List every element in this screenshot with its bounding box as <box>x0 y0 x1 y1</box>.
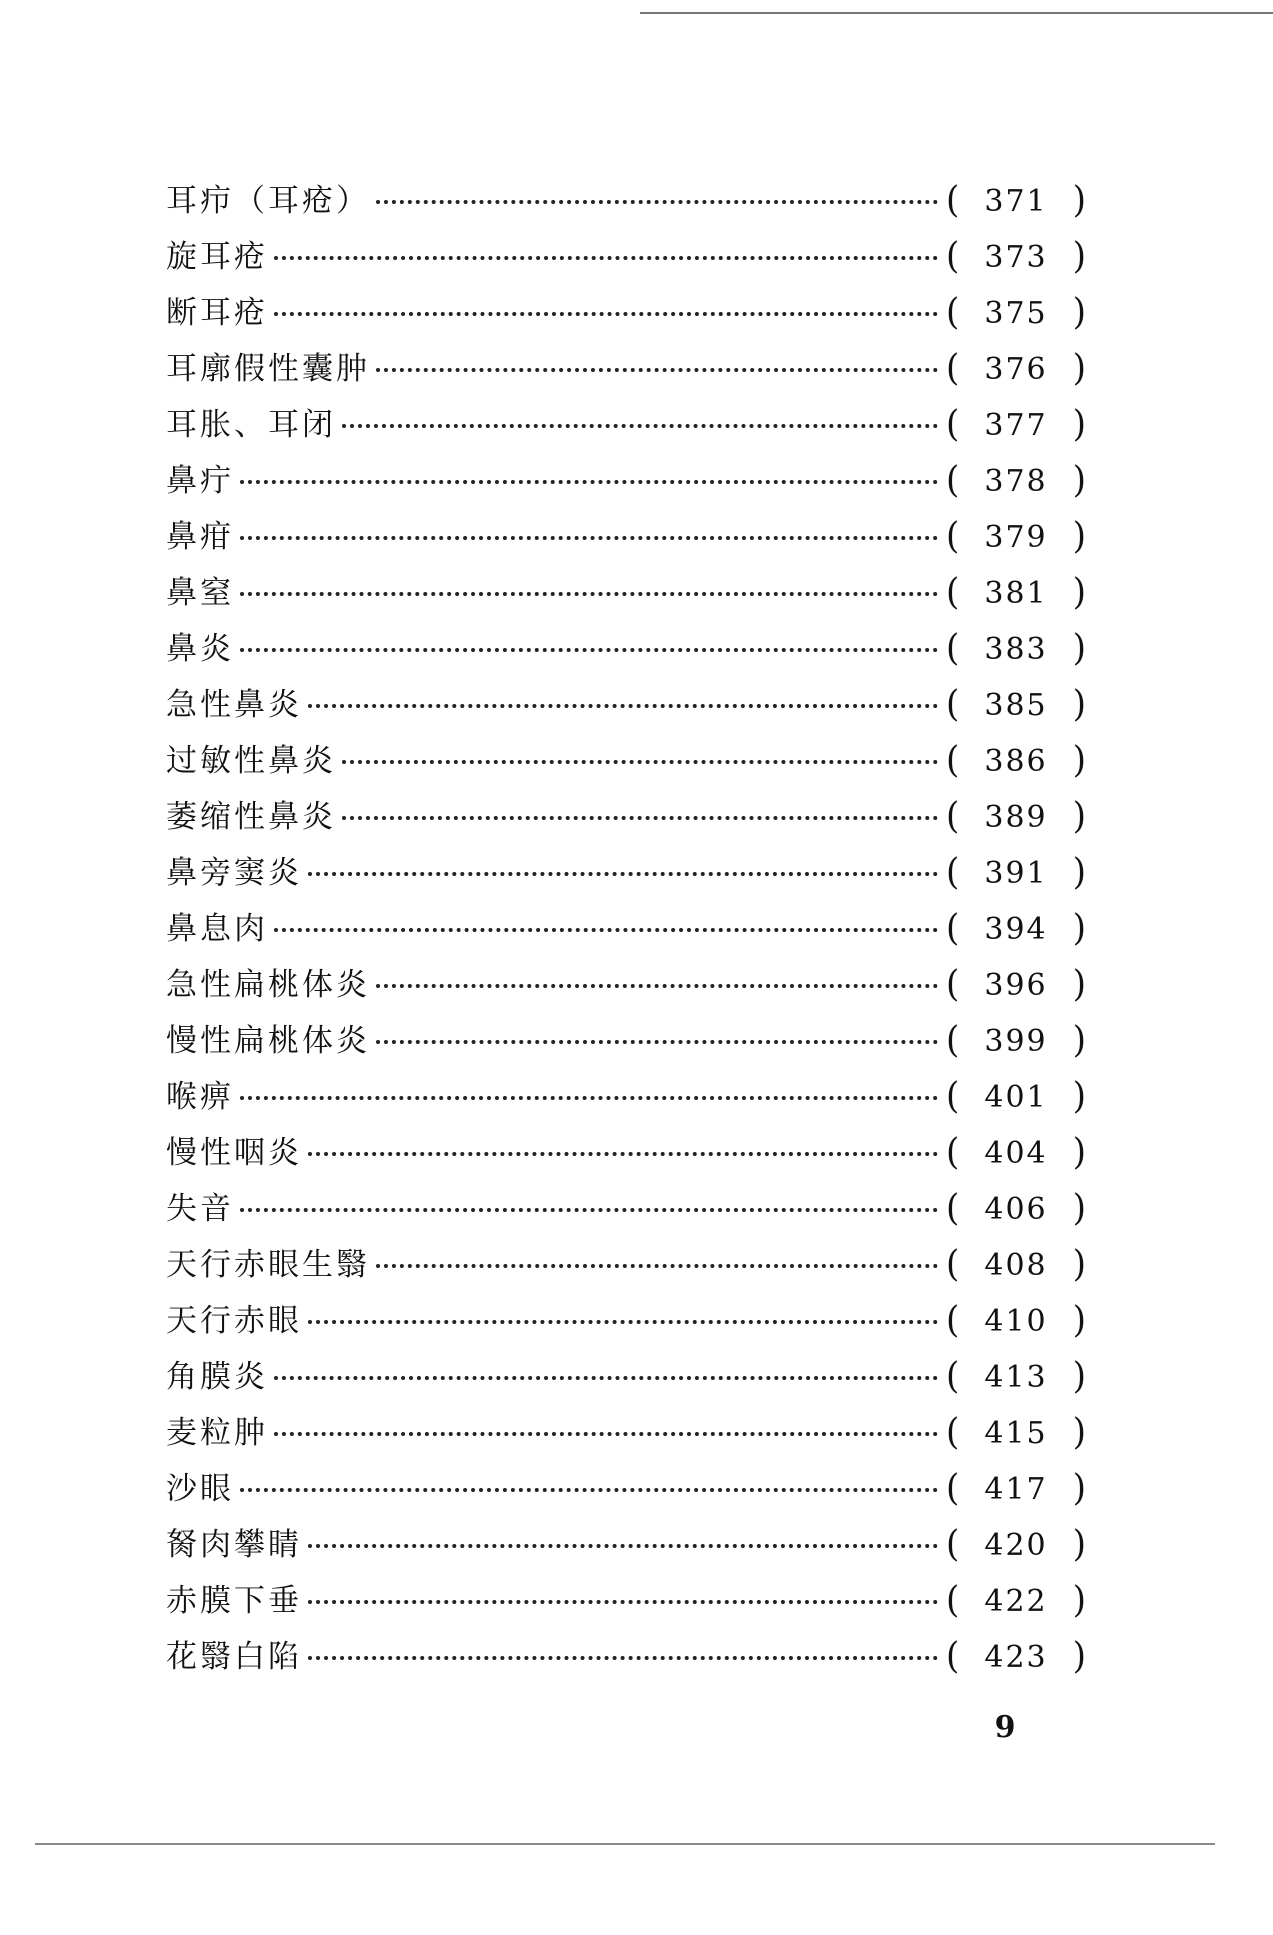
toc-entry-title: 断耳疮 <box>166 295 268 331</box>
toc-entry-title: 慢性咽炎 <box>166 1135 302 1171</box>
open-parenthesis: ( <box>946 514 960 558</box>
toc-page-number: 417 <box>984 1472 1048 1507</box>
toc-page-reference <box>946 1516 1086 1574</box>
toc-page-reference <box>946 1292 1086 1350</box>
toc-page-reference <box>946 1180 1086 1238</box>
dot-leader <box>308 1543 938 1548</box>
toc-entry <box>166 1292 1086 1348</box>
toc-page-number: 404 <box>984 1136 1048 1171</box>
toc-page-reference <box>946 396 1086 454</box>
open-parenthesis: ( <box>946 682 960 726</box>
close-parenthesis: ) <box>1072 178 1086 222</box>
toc-page-reference <box>946 228 1086 286</box>
bottom-scan-rule <box>35 1843 1215 1845</box>
toc-page-number: 373 <box>984 240 1048 275</box>
toc-entry-title: 鼻窒 <box>166 575 234 611</box>
close-parenthesis: ) <box>1072 682 1086 726</box>
dot-leader <box>308 1655 938 1660</box>
dot-leader <box>342 815 938 820</box>
toc-entry <box>166 284 1086 340</box>
toc-page-reference <box>946 1572 1086 1630</box>
open-parenthesis: ( <box>946 178 960 222</box>
toc-entry-title: 鼻疳 <box>166 519 234 555</box>
toc-entry <box>166 620 1086 676</box>
toc-page-reference <box>946 844 1086 902</box>
toc-page-reference <box>946 508 1086 566</box>
dot-leader <box>376 199 938 204</box>
open-parenthesis: ( <box>946 402 960 446</box>
toc-page-reference <box>946 900 1086 958</box>
toc-entry <box>166 1404 1086 1460</box>
toc-page-number: 381 <box>984 576 1048 611</box>
toc-page-number: 377 <box>984 408 1048 443</box>
toc-entry-title: 耳疖（耳疮） <box>166 183 370 219</box>
dot-leader <box>240 1095 938 1100</box>
open-parenthesis: ( <box>946 962 960 1006</box>
close-parenthesis: ) <box>1072 346 1086 390</box>
close-parenthesis: ) <box>1072 1242 1086 1286</box>
toc-page-number: 420 <box>984 1528 1048 1563</box>
toc-entry-title: 鼻疔 <box>166 463 234 499</box>
toc-entry-title: 萎缩性鼻炎 <box>166 799 336 835</box>
toc-entry-title: 角膜炎 <box>166 1359 268 1395</box>
dot-leader <box>376 367 938 372</box>
toc-page-reference <box>946 956 1086 1014</box>
toc-entry <box>166 788 1086 844</box>
open-parenthesis: ( <box>946 1354 960 1398</box>
toc-page-number: 375 <box>984 296 1048 331</box>
close-parenthesis: ) <box>1072 962 1086 1006</box>
toc-page-number: 385 <box>984 688 1048 723</box>
close-parenthesis: ) <box>1072 1074 1086 1118</box>
dot-leader <box>308 871 938 876</box>
toc-page-number: 376 <box>984 352 1048 387</box>
toc-entry <box>166 676 1086 732</box>
close-parenthesis: ) <box>1072 1634 1086 1678</box>
dot-leader <box>240 1207 938 1212</box>
page-number: 9 <box>994 1710 1016 1745</box>
close-parenthesis: ) <box>1072 850 1086 894</box>
toc-entry-title: 急性扁桃体炎 <box>166 967 370 1003</box>
toc-entry-title: 喉痹 <box>166 1079 234 1115</box>
dot-leader <box>240 591 938 596</box>
dot-leader <box>240 535 938 540</box>
toc-page-number: 410 <box>984 1304 1048 1339</box>
toc-entry <box>166 1068 1086 1124</box>
toc-page-reference <box>946 1012 1086 1070</box>
toc-entry <box>166 340 1086 396</box>
close-parenthesis: ) <box>1072 570 1086 614</box>
toc-page-number: 394 <box>984 912 1048 947</box>
open-parenthesis: ( <box>946 1242 960 1286</box>
open-parenthesis: ( <box>946 906 960 950</box>
open-parenthesis: ( <box>946 290 960 334</box>
open-parenthesis: ( <box>946 346 960 390</box>
toc-entry <box>166 508 1086 564</box>
toc-page-number: 396 <box>984 968 1048 1003</box>
open-parenthesis: ( <box>946 1522 960 1566</box>
dot-leader <box>342 759 938 764</box>
dot-leader <box>274 1431 938 1436</box>
toc-entry-title: 鼻旁窦炎 <box>166 855 302 891</box>
close-parenthesis: ) <box>1072 234 1086 278</box>
toc-page-number: 389 <box>984 800 1048 835</box>
toc-entry-title: 鼻息肉 <box>166 911 268 947</box>
close-parenthesis: ) <box>1072 514 1086 558</box>
toc-entry <box>166 228 1086 284</box>
toc-page-number: 383 <box>984 632 1048 667</box>
open-parenthesis: ( <box>946 1578 960 1622</box>
toc-entry-title: 失音 <box>166 1191 234 1227</box>
toc-entry-title: 赤膜下垂 <box>166 1583 302 1619</box>
dot-leader <box>342 423 938 428</box>
toc-entry-title: 急性鼻炎 <box>166 687 302 723</box>
toc-page-reference <box>946 1460 1086 1518</box>
toc-page-reference <box>946 732 1086 790</box>
toc-page-number: 408 <box>984 1248 1048 1283</box>
toc-page-number: 423 <box>984 1640 1048 1675</box>
toc-entry <box>166 396 1086 452</box>
toc-entry <box>166 900 1086 956</box>
toc-page-reference <box>946 284 1086 342</box>
toc-entry <box>166 1460 1086 1516</box>
open-parenthesis: ( <box>946 1466 960 1510</box>
toc-entry <box>166 1516 1086 1572</box>
dot-leader <box>308 1599 938 1604</box>
close-parenthesis: ) <box>1072 1578 1086 1622</box>
close-parenthesis: ) <box>1072 1466 1086 1510</box>
dot-leader <box>240 647 938 652</box>
toc-entry-title: 过敏性鼻炎 <box>166 743 336 779</box>
toc-entry <box>166 1236 1086 1292</box>
close-parenthesis: ) <box>1072 906 1086 950</box>
dot-leader <box>240 479 938 484</box>
dot-leader <box>376 1263 938 1268</box>
open-parenthesis: ( <box>946 1130 960 1174</box>
toc-entry-title: 花翳白陷 <box>166 1639 302 1675</box>
open-parenthesis: ( <box>946 1298 960 1342</box>
toc-page-reference <box>946 1236 1086 1294</box>
toc-entry-title: 旋耳疮 <box>166 239 268 275</box>
toc-entry <box>166 844 1086 900</box>
toc-page-reference <box>946 788 1086 846</box>
toc-page-number: 415 <box>984 1416 1048 1451</box>
toc-entry <box>166 1572 1086 1628</box>
toc-page-number: 379 <box>984 520 1048 555</box>
toc-entry <box>166 564 1086 620</box>
open-parenthesis: ( <box>946 1074 960 1118</box>
open-parenthesis: ( <box>946 1186 960 1230</box>
table-of-contents <box>166 172 1086 1684</box>
open-parenthesis: ( <box>946 626 960 670</box>
dot-leader <box>240 1487 938 1492</box>
open-parenthesis: ( <box>946 1410 960 1454</box>
toc-entry <box>166 1348 1086 1404</box>
dot-leader <box>274 311 938 316</box>
toc-page-number: 371 <box>984 184 1048 219</box>
toc-entry <box>166 1180 1086 1236</box>
toc-page-reference <box>946 1628 1086 1686</box>
toc-entry-title: 沙眼 <box>166 1471 234 1507</box>
dot-leader <box>274 927 938 932</box>
close-parenthesis: ) <box>1072 1186 1086 1230</box>
close-parenthesis: ) <box>1072 402 1086 446</box>
close-parenthesis: ) <box>1072 794 1086 838</box>
toc-page-reference <box>946 676 1086 734</box>
toc-page-reference <box>946 1068 1086 1126</box>
close-parenthesis: ) <box>1072 1354 1086 1398</box>
toc-page-number: 422 <box>984 1584 1048 1619</box>
toc-entry <box>166 956 1086 1012</box>
dot-leader <box>308 1319 938 1324</box>
toc-page-number: 391 <box>984 856 1048 891</box>
toc-page-reference <box>946 172 1086 230</box>
open-parenthesis: ( <box>946 570 960 614</box>
open-parenthesis: ( <box>946 1634 960 1678</box>
toc-page-reference <box>946 340 1086 398</box>
toc-page-reference <box>946 1124 1086 1182</box>
open-parenthesis: ( <box>946 234 960 278</box>
close-parenthesis: ) <box>1072 290 1086 334</box>
toc-page-number: 399 <box>984 1024 1048 1059</box>
toc-entry-title: 天行赤眼 <box>166 1303 302 1339</box>
toc-entry-title: 慢性扁桃体炎 <box>166 1023 370 1059</box>
close-parenthesis: ) <box>1072 1018 1086 1062</box>
open-parenthesis: ( <box>946 1018 960 1062</box>
top-scan-rule <box>640 12 1273 14</box>
close-parenthesis: ) <box>1072 458 1086 502</box>
open-parenthesis: ( <box>946 850 960 894</box>
toc-entry-title: 鼻炎 <box>166 631 234 667</box>
close-parenthesis: ) <box>1072 626 1086 670</box>
dot-leader <box>376 1039 938 1044</box>
dot-leader <box>376 983 938 988</box>
toc-entry <box>166 452 1086 508</box>
toc-page-number: 378 <box>984 464 1048 499</box>
toc-page-number: 386 <box>984 744 1048 779</box>
toc-page-reference <box>946 564 1086 622</box>
dot-leader <box>308 703 938 708</box>
toc-entry-title: 耳胀、耳闭 <box>166 407 336 443</box>
toc-entry <box>166 1124 1086 1180</box>
close-parenthesis: ) <box>1072 1298 1086 1342</box>
toc-page-reference <box>946 1348 1086 1406</box>
open-parenthesis: ( <box>946 738 960 782</box>
close-parenthesis: ) <box>1072 1410 1086 1454</box>
toc-page-reference <box>946 1404 1086 1462</box>
toc-page-reference <box>946 620 1086 678</box>
toc-page-number: 413 <box>984 1360 1048 1395</box>
toc-entry <box>166 1012 1086 1068</box>
close-parenthesis: ) <box>1072 1522 1086 1566</box>
open-parenthesis: ( <box>946 458 960 502</box>
close-parenthesis: ) <box>1072 1130 1086 1174</box>
toc-entry-title: 麦粒肿 <box>166 1415 268 1451</box>
toc-entry-title: 胬肉攀睛 <box>166 1527 302 1563</box>
open-parenthesis: ( <box>946 794 960 838</box>
toc-page-reference <box>946 452 1086 510</box>
toc-entry <box>166 172 1086 228</box>
toc-entry-title: 天行赤眼生翳 <box>166 1247 370 1283</box>
toc-entry <box>166 732 1086 788</box>
toc-page-number: 401 <box>984 1080 1048 1115</box>
dot-leader <box>308 1151 938 1156</box>
toc-entry-title: 耳廓假性囊肿 <box>166 351 370 387</box>
close-parenthesis: ) <box>1072 738 1086 782</box>
dot-leader <box>274 1375 938 1380</box>
toc-entry <box>166 1628 1086 1684</box>
toc-page-number: 406 <box>984 1192 1048 1227</box>
dot-leader <box>274 255 938 260</box>
